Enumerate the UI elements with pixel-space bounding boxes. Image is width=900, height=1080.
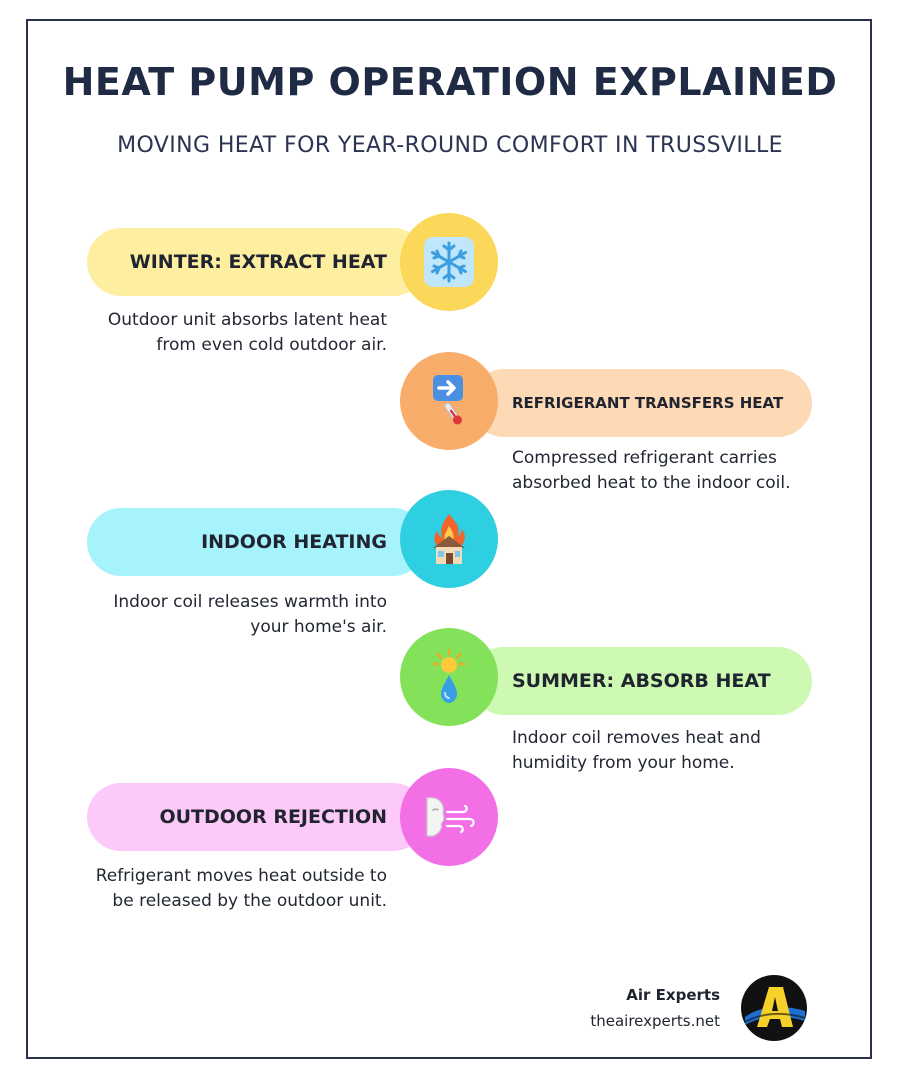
step-circle-indoor-heating xyxy=(400,490,498,588)
step-description: Indoor coil releases warmth into your home's air. xyxy=(113,592,387,637)
step-label: SUMMER: ABSORB HEAT xyxy=(512,670,771,692)
company-name: Air Experts xyxy=(626,986,720,1004)
sun-droplet-icon xyxy=(429,649,469,705)
step-label: WINTER: EXTRACT HEAT xyxy=(129,251,387,273)
air-experts-logo-icon xyxy=(741,975,807,1041)
arrow-thermometer-icon xyxy=(424,373,474,429)
step-circle-summer xyxy=(400,628,498,726)
step-pill-refrigerant xyxy=(470,369,812,437)
step-description: Indoor coil removes heat and humidity from your home. xyxy=(512,728,761,773)
snowflake-icon xyxy=(422,235,476,289)
step-description: Compressed refrigerant carries absorbed heat to the indoor coil. xyxy=(512,448,791,493)
step-circle-refrigerant xyxy=(400,352,498,450)
step-pill-summer xyxy=(470,647,812,715)
wind-blowing-icon xyxy=(421,794,477,840)
step-pill-outdoor-rejection xyxy=(87,783,427,851)
company-url[interactable]: theairexperts.net xyxy=(590,1012,720,1030)
page-title: HEAT PUMP OPERATION EXPLAINED xyxy=(62,60,838,104)
step-pill-indoor-heating xyxy=(87,508,427,576)
step-pill-winter xyxy=(87,228,427,296)
step-label: REFRIGERANT TRANSFERS HEAT xyxy=(512,394,784,412)
house-fire-icon xyxy=(427,512,471,566)
page-subtitle: MOVING HEAT FOR YEAR-ROUND COMFORT IN TRUSSVILLE xyxy=(117,133,783,158)
step-label: INDOOR HEATING xyxy=(201,531,387,553)
step-description: Outdoor unit absorbs latent heat from even cold outdoor air. xyxy=(107,310,387,355)
step-circle-outdoor-rejection xyxy=(400,768,498,866)
step-label: OUTDOOR REJECTION xyxy=(159,806,387,828)
step-description: Refrigerant moves heat outside to be released by the outdoor unit. xyxy=(95,866,387,911)
step-circle-winter xyxy=(400,213,498,311)
